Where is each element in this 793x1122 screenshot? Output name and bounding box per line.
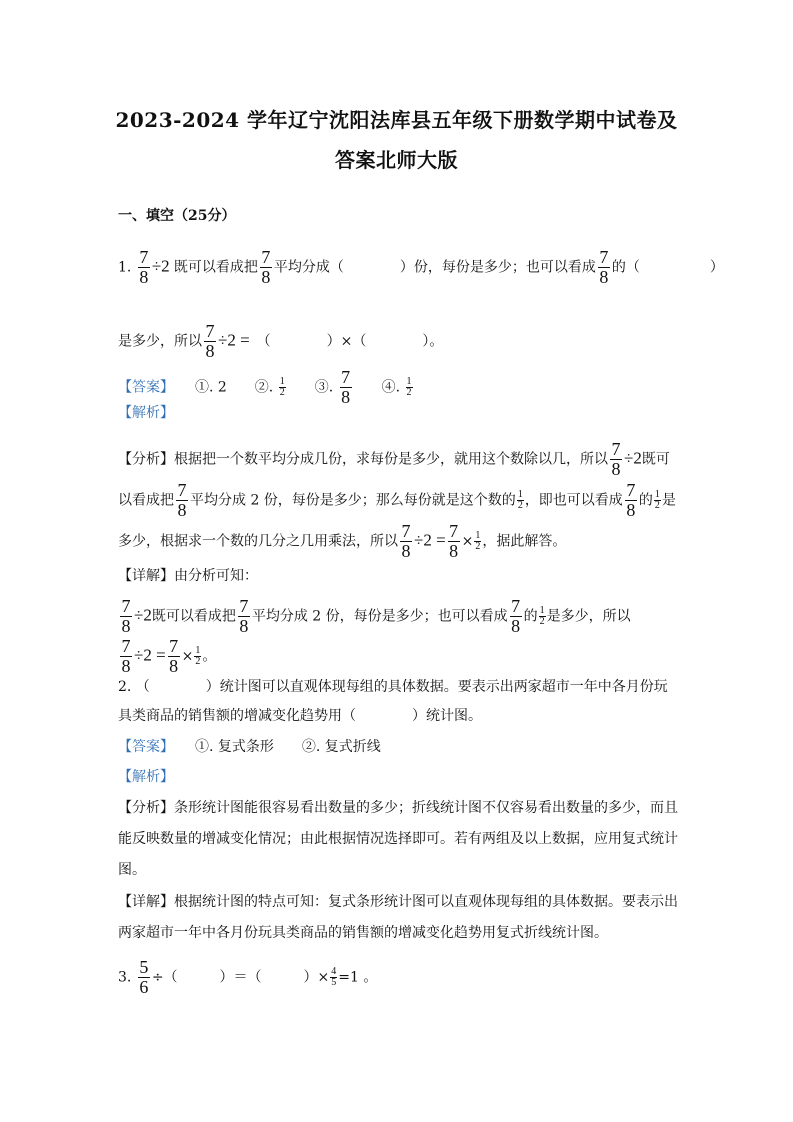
text-run: ÷2 = — [134, 645, 166, 665]
fraction — [406, 377, 413, 398]
numerator: 4 — [331, 966, 337, 977]
section-label: 【答案】 — [118, 379, 167, 396]
fraction — [168, 637, 180, 676]
fraction — [610, 440, 622, 479]
question-1-detail-line-2 — [118, 637, 688, 676]
text-run: 平均分成 2 份，每份是多少；那么每份就是这个数的 — [190, 492, 516, 509]
fraction — [260, 248, 272, 287]
question-1-analysis-line-1 — [118, 440, 688, 479]
fraction — [238, 597, 250, 636]
question-1-analysis-line-2 — [118, 481, 688, 520]
text-run: 的（ ） — [611, 259, 724, 276]
denominator: 8 — [261, 267, 271, 287]
fraction — [340, 368, 352, 407]
document-title-line2: 答案北师大版 — [335, 148, 458, 172]
text-run: ①. 2 ②. — [167, 379, 278, 396]
denominator: 2 — [195, 656, 201, 667]
numerator: 7 — [611, 439, 621, 459]
numerator: 7 — [341, 367, 351, 387]
denominator: 8 — [611, 459, 621, 479]
text-run: 2. （ ）统计图可以直观体现每组的具体数据。要表示出两家超市一年中各月份玩 — [118, 679, 668, 695]
question-1-line-2 — [118, 322, 688, 361]
numerator: 1 — [539, 605, 545, 616]
text-run: 【分析】根据把一个数平均分成几份，求每份是多少，就用这个数除以几，所以 — [118, 451, 608, 468]
text-run: 3. — [118, 969, 136, 986]
fraction — [474, 531, 481, 552]
text-run: ③. — [286, 379, 338, 396]
section-heading — [118, 206, 688, 226]
numerator: 1 — [475, 530, 481, 541]
text-run: × — [461, 533, 474, 550]
numerator: 7 — [169, 636, 179, 656]
numerator: 7 — [121, 636, 131, 656]
text-run: 能反映数量的增减变化情况；由此根据情况选择即可。若有两组及以上数据，应用复式统计 — [118, 831, 678, 847]
text-run: ÷2 — [624, 448, 642, 468]
fraction — [194, 646, 201, 667]
denominator: 8 — [205, 341, 215, 361]
text-run: 【详解】由分析可知： — [118, 568, 258, 584]
numerator: 7 — [511, 596, 521, 616]
numerator: 7 — [261, 247, 271, 267]
text-run: 是多少，所以 — [546, 608, 631, 625]
text-run: ÷（ ）＝（ ）× — [151, 969, 330, 986]
text-run: × — [181, 648, 194, 665]
document-title-line1: 2023-2024 学年辽宁沈阳法库县五年级下册数学期中试卷及 — [115, 108, 678, 132]
text-run: 具类商品的销售额的增减变化趋势用（ ）统计图。 — [118, 708, 482, 724]
denominator: 8 — [177, 500, 187, 520]
denominator: 8 — [239, 616, 249, 636]
question-2-line-1 — [118, 677, 688, 697]
denominator: 8 — [121, 656, 131, 676]
denominator: 2 — [406, 387, 412, 398]
fraction — [400, 522, 412, 561]
text-run: 多少，根据求一个数的几分之几用乘法，所以 — [118, 533, 398, 550]
denominator: 8 — [121, 616, 131, 636]
denominator: 8 — [169, 656, 179, 676]
text-run: ④. — [353, 379, 405, 396]
question-2-analysis-line-1 — [118, 798, 688, 818]
numerator: 1 — [195, 645, 201, 656]
denominator: 2 — [539, 616, 545, 627]
question-1-analysis-label — [118, 403, 688, 423]
text-run: ①. 复式条形 ②. 复式折线 — [167, 739, 381, 755]
fraction — [279, 377, 286, 398]
numerator: 1 — [654, 489, 660, 500]
text-run: 【详解】根据统计图的特点可知：复式条形统计图可以直观体现每组的具体数据。要表示出 — [118, 894, 678, 910]
text-run: ÷2 = — [414, 530, 446, 550]
denominator: 8 — [599, 267, 609, 287]
numerator: 7 — [599, 247, 609, 267]
fraction — [539, 606, 546, 627]
fraction — [517, 490, 524, 511]
text-run: 既可 — [641, 451, 670, 468]
fraction — [654, 490, 661, 511]
text-run: ÷2 — [151, 256, 174, 276]
denominator: 2 — [654, 500, 660, 511]
denominator: 8 — [401, 541, 411, 561]
fraction — [138, 248, 150, 287]
numerator: 1 — [279, 376, 285, 387]
text-run: 的 — [638, 492, 653, 509]
text-run: ，据此解答。 — [482, 533, 567, 550]
question-2-detail-line-2 — [118, 923, 688, 943]
denominator: 8 — [626, 500, 636, 520]
fraction — [204, 322, 216, 361]
text-run: （ ）×（ ）。 — [249, 333, 444, 350]
denominator: 8 — [341, 387, 351, 407]
text-run: =1 。 — [338, 969, 378, 986]
text-run: ÷2 — [134, 605, 152, 625]
fraction — [176, 481, 188, 520]
text-run: 是多少，所以 — [118, 333, 202, 350]
section-label: 【解析】 — [118, 769, 174, 785]
text-run: 图。 — [118, 862, 146, 878]
question-1-line-1 — [118, 247, 724, 287]
text-run: ，即也可以看成 — [524, 492, 623, 509]
question-2-analysis-line-3 — [118, 860, 688, 880]
question-2-detail-line-1 — [118, 892, 688, 912]
fraction — [330, 967, 337, 988]
denominator: 2 — [475, 541, 481, 552]
section-label: 【答案】 — [118, 739, 167, 755]
numerator: 7 — [401, 521, 411, 541]
denominator: 8 — [511, 616, 521, 636]
fraction — [625, 481, 637, 520]
question-2-analysis-label — [118, 767, 688, 787]
question-2-line-2 — [118, 706, 688, 726]
text-run: 平均分成 2 份，每份是多少；也可以看成 — [251, 608, 508, 625]
numerator: 7 — [239, 596, 249, 616]
numerator: 7 — [139, 247, 149, 267]
section-label: 【解析】 — [118, 405, 174, 421]
fraction — [448, 522, 460, 561]
text-run: ÷2 = — [218, 330, 250, 350]
denominator: 2 — [517, 500, 523, 511]
denominator: 2 — [279, 387, 285, 398]
numerator: 7 — [121, 596, 131, 616]
text-run: 两家超市一年中各月份玩具类商品的销售额的增减变化趋势用复式折线统计图。 — [118, 925, 608, 941]
question-2-answer — [118, 737, 688, 757]
denominator: 8 — [139, 267, 149, 287]
text-run: 是 — [661, 492, 676, 509]
text-run: 的 — [523, 608, 538, 625]
text-run: 以看成把 — [118, 492, 174, 509]
question-1-detail-line-1 — [118, 597, 688, 636]
question-1-detail-label — [118, 566, 688, 586]
fraction — [138, 958, 150, 997]
denominator: 5 — [331, 977, 337, 988]
numerator: 7 — [626, 480, 636, 500]
question-3-line-1 — [118, 958, 688, 997]
text-run: 平均分成（ ）份，每份是多少；也可以看成 — [273, 259, 596, 276]
numerator: 5 — [139, 957, 149, 977]
text-run: 既可以看成把 — [151, 608, 236, 625]
fraction — [120, 637, 132, 676]
text-run: 。 — [202, 648, 217, 665]
fraction — [120, 597, 132, 636]
denominator: 8 — [449, 541, 459, 561]
text-run: 一、填空（25分） — [118, 208, 236, 224]
fraction — [510, 597, 522, 636]
text-run: 【分析】条形统计图能很容易看出数量的多少；折线统计图不仅容易看出数量的多少，而且 — [118, 800, 678, 816]
question-2-analysis-line-2 — [118, 829, 688, 849]
fraction — [598, 248, 610, 287]
denominator: 6 — [139, 977, 149, 997]
text-run: 既可以看成把 — [173, 259, 258, 276]
question-1-analysis-line-3 — [118, 522, 688, 561]
numerator: 1 — [406, 376, 412, 387]
text-run: 1. — [118, 259, 136, 276]
numerator: 7 — [177, 480, 187, 500]
question-1-answer — [118, 368, 688, 407]
numerator: 1 — [517, 489, 523, 500]
numerator: 7 — [205, 321, 215, 341]
numerator: 7 — [449, 521, 459, 541]
